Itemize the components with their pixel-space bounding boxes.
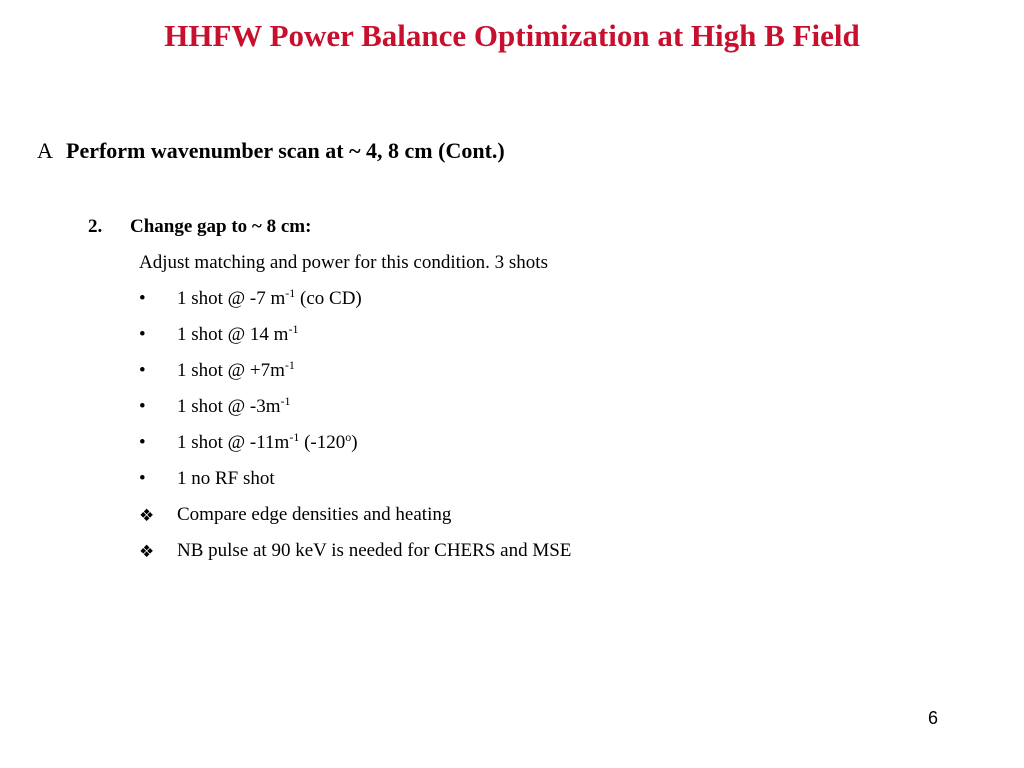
bullet-icon: • bbox=[139, 468, 146, 489]
list-item-superscript: -1 bbox=[285, 286, 296, 300]
step-number: 2. bbox=[88, 216, 103, 237]
list-item-text bbox=[177, 395, 291, 419]
section-heading-text: Perform wavenumber scan at ~ 4, 8 cm (Cont.) bbox=[66, 138, 505, 163]
list-item-superscript: -1 bbox=[280, 394, 291, 408]
step-heading bbox=[88, 215, 311, 239]
bullet-icon: • bbox=[139, 432, 146, 453]
step-intro: Adjust matching and power for this condition. 3 shots bbox=[139, 252, 548, 273]
list-item-text bbox=[177, 287, 362, 311]
step-heading-text: Change gap to ~ 8 cm: bbox=[130, 216, 312, 237]
list-item-prefix: 1 shot @ +7m bbox=[177, 360, 285, 381]
bullet-icon: • bbox=[139, 360, 146, 381]
list-item-degree-superscript: o bbox=[345, 430, 352, 444]
note-item-text: Compare edge densities and heating bbox=[177, 504, 452, 525]
bullet-icon: • bbox=[139, 324, 146, 345]
diamond-bullet-icon: ❖ bbox=[139, 542, 155, 562]
list-item-text: 1 no RF shot bbox=[177, 468, 275, 489]
list-item-prefix: 1 shot @ -7 m bbox=[177, 288, 286, 309]
list-item-superscript: -1 bbox=[288, 322, 299, 336]
bullet-icon: • bbox=[139, 396, 146, 417]
diamond-bullet-icon: ❖ bbox=[139, 506, 155, 526]
list-item-prefix: 1 shot @ -11m bbox=[177, 432, 290, 453]
list-item-suffix: (-120 bbox=[299, 432, 346, 453]
section-letter: A bbox=[37, 138, 53, 163]
list-item-text bbox=[177, 359, 295, 383]
page-number: 6 bbox=[927, 708, 938, 728]
list-item-prefix: 1 shot @ 14 m bbox=[177, 324, 289, 345]
list-item-prefix: 1 shot @ -3m bbox=[177, 396, 281, 417]
list-item-suffix: (co CD) bbox=[295, 288, 362, 309]
list-item-suffix-close: ) bbox=[351, 432, 358, 453]
slide-title: HHFW Power Balance Optimization at High B Field bbox=[164, 18, 860, 53]
note-item-text: NB pulse at 90 keV is needed for CHERS and MSE bbox=[177, 540, 572, 561]
list-item-superscript: -1 bbox=[289, 430, 300, 444]
list-item-text bbox=[177, 431, 358, 455]
list-item-text bbox=[177, 323, 298, 347]
bullet-icon: • bbox=[139, 288, 146, 309]
list-item-superscript: -1 bbox=[284, 358, 295, 372]
section-heading bbox=[37, 137, 505, 165]
